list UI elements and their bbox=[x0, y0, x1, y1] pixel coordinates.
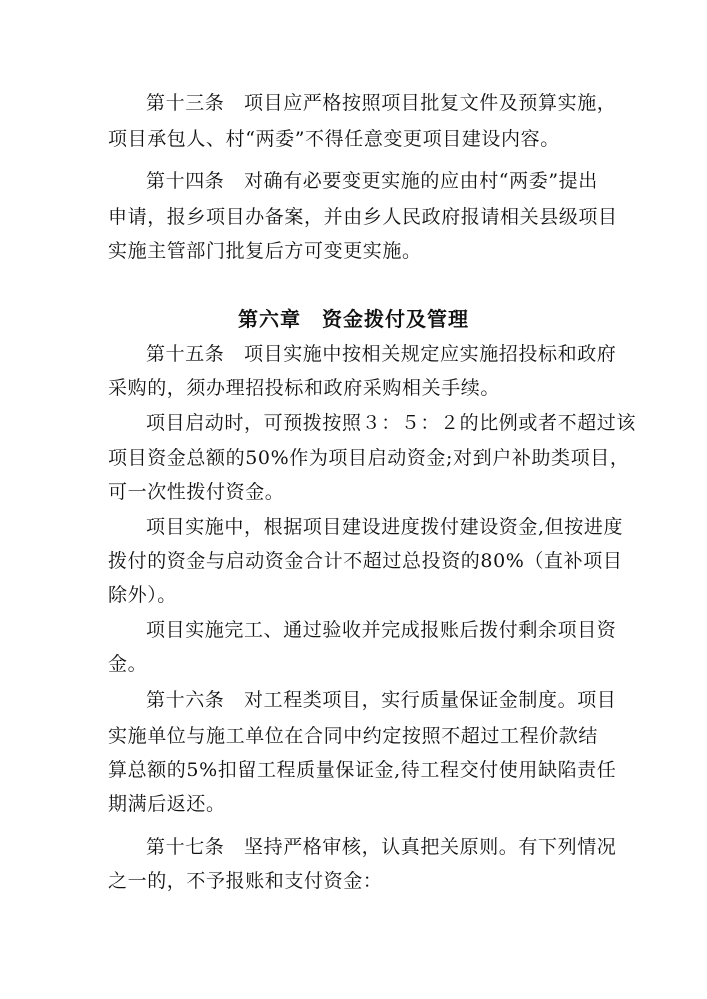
chapter-title: 第六章 资金拨付及管理 bbox=[238, 307, 469, 331]
article-14-line-1: 第十四条 对确有必要变更实施的应由村“两委”提出 bbox=[146, 170, 598, 192]
article-17-line-2: 之一的，不予报账和支付资金： bbox=[108, 870, 383, 892]
startup-funds-line-1: 项目启动时，可预拨按照３：５：２的比例或者不超过该 bbox=[146, 412, 637, 434]
progress-payment-line-3: 除外）。 bbox=[108, 584, 177, 606]
article-16-line-1: 第十六条 对工程类项目，实行质量保证金制度。项目 bbox=[146, 689, 617, 711]
article-16-line-3: 算总额的5%扣留工程质量保证金,待工程交付使用缺陷责任 bbox=[108, 759, 617, 781]
article-14-line-3: 实施主管部门批复后方可变更实施。 bbox=[108, 240, 422, 262]
completion-line-1: 项目实施完工、通过验收并完成报账后拨付剩余项目资 bbox=[146, 619, 617, 641]
completion-line-2: 金。 bbox=[108, 653, 148, 675]
startup-funds-line-2: 项目资金总额的50%作为项目启动资金;对到户补助类项目， bbox=[108, 447, 630, 469]
startup-funds-line-3: 可一次性拨付资金。 bbox=[108, 481, 285, 503]
article-15-line-2: 采购的，须办理招投标和政府采购相关手续。 bbox=[108, 377, 501, 399]
article-17-line-1: 第十七条 坚持严格审核，认真把关原则。有下列情况 bbox=[146, 836, 617, 858]
article-16-line-2: 实施单位与施工单位在合同中约定按照不超过工程价款结 bbox=[108, 725, 599, 747]
article-15-line-1: 第十五条 项目实施中按相关规定应实施招投标和政府 bbox=[146, 343, 617, 365]
article-14-line-2: 申请，报乡项目办备案，并由乡人民政府报请相关县级项目 bbox=[108, 206, 618, 228]
progress-payment-line-1: 项目实施中，根据项目建设进度拨付建设资金,但按进度 bbox=[146, 516, 624, 538]
article-16-line-4: 期满后返还。 bbox=[108, 793, 226, 815]
progress-payment-line-2: 拨付的资金与启动资金合计不超过总投资的80%（直补项目 bbox=[108, 550, 623, 572]
article-13-line-2: 项目承包人、村“两委”不得任意变更项目建设内容。 bbox=[108, 128, 560, 150]
article-13-line-1: 第十三条 项目应严格按照项目批复文件及预算实施， bbox=[146, 92, 617, 114]
